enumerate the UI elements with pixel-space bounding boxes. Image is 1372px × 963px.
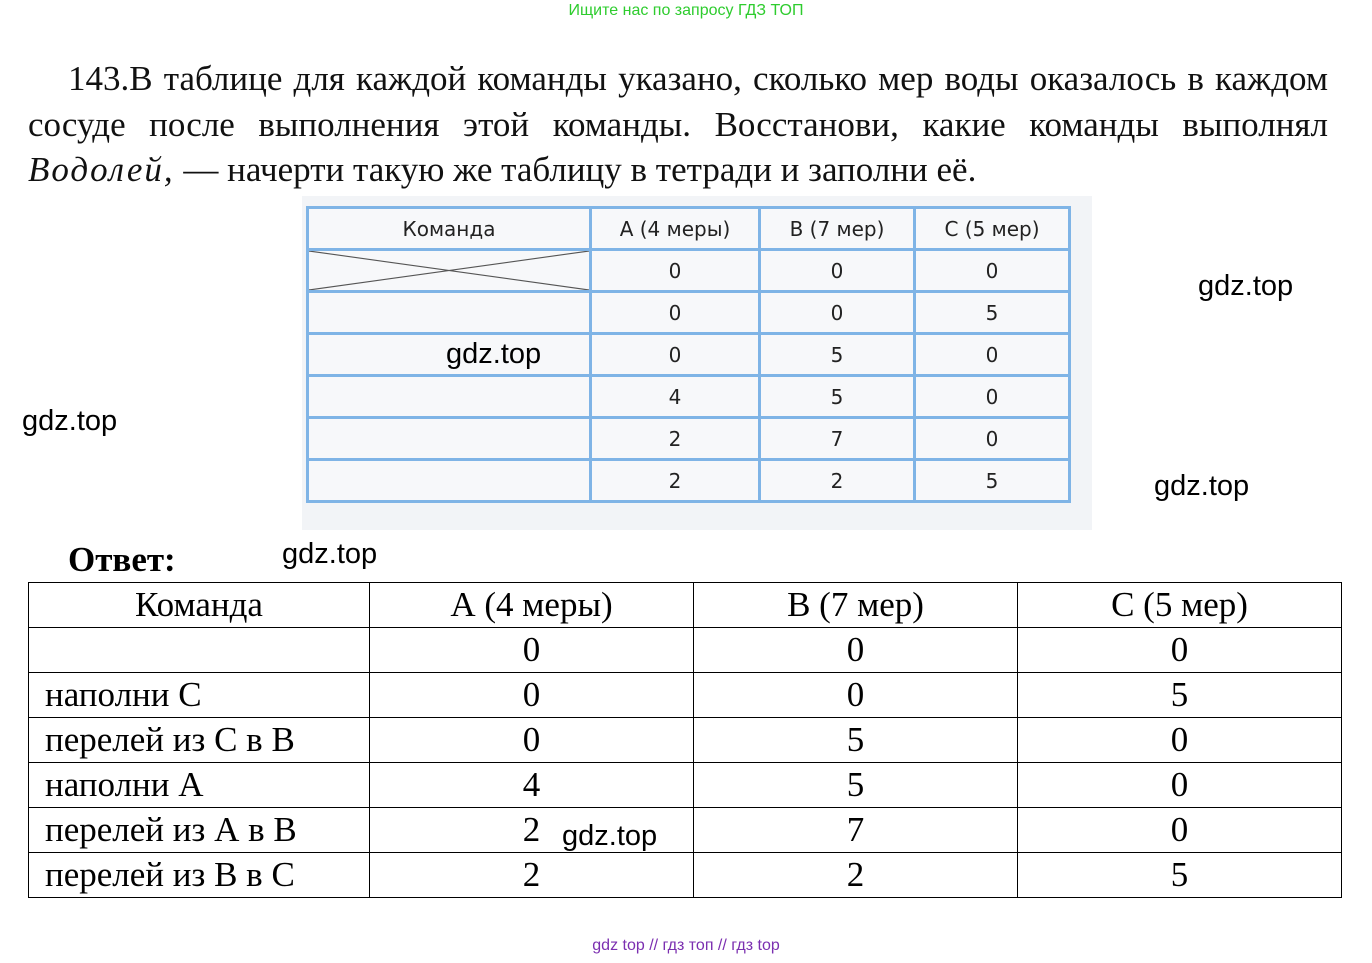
- answer-header-row: [29, 583, 1342, 628]
- book-table-header-row: [308, 208, 1070, 250]
- book-command-cell: [308, 292, 591, 334]
- answer-cell: 7: [694, 808, 1018, 853]
- answer-cell: 2: [370, 808, 694, 853]
- book-cell: 0: [760, 250, 915, 292]
- answer-row: [29, 808, 1342, 853]
- answer-header-a: А (4 меры): [370, 583, 694, 628]
- answer-command: перелей из В в С: [29, 853, 370, 898]
- crossed-cell: [308, 250, 591, 292]
- answer-cell: 4: [370, 763, 694, 808]
- book-cell: 0: [591, 250, 760, 292]
- book-header-b: В (7 мер): [760, 208, 915, 250]
- book-table-row: [308, 460, 1070, 502]
- answer-cell: 0: [370, 718, 694, 763]
- book-cell: 5: [915, 292, 1070, 334]
- book-cell: 5: [915, 460, 1070, 502]
- book-cell: 0: [915, 418, 1070, 460]
- book-cell: 0: [591, 334, 760, 376]
- problem-body: 143.В таблице для каждой команды указано, сколько мер воды оказалось в каждом сосуде после выполнения этой команды. Восстанови, какие команды выполнял: [28, 59, 1328, 144]
- answer-cell: 0: [694, 628, 1018, 673]
- book-command-cell: [308, 418, 591, 460]
- problem-name: Водолей,: [28, 150, 175, 189]
- book-table-row: [308, 292, 1070, 334]
- book-table-row: [308, 250, 1070, 292]
- book-cell: 5: [760, 334, 915, 376]
- answer-label: Ответ:: [68, 540, 176, 579]
- answer-command: перелей из С в В: [29, 718, 370, 763]
- answer-header-command: Команда: [29, 583, 370, 628]
- answer-table: [28, 582, 1342, 898]
- answer-cell: 0: [370, 673, 694, 718]
- answer-command: [29, 628, 370, 673]
- answer-header-b: В (7 мер): [694, 583, 1018, 628]
- book-table-row: [308, 376, 1070, 418]
- watermark: gdz.top: [282, 538, 378, 570]
- answer-row: [29, 628, 1342, 673]
- book-table-row: [308, 334, 1070, 376]
- book-cell: 0: [915, 250, 1070, 292]
- answer-header-c: С (5 мер): [1018, 583, 1342, 628]
- book-command-cell: [308, 460, 591, 502]
- problem-text: [28, 56, 1328, 193]
- top-banner: Ищите нас по запросу ГДЗ ТОП: [568, 2, 804, 19]
- answer-cell: 0: [1018, 763, 1342, 808]
- answer-cell: 5: [1018, 673, 1342, 718]
- book-cell: 5: [760, 376, 915, 418]
- book-cell: 0: [915, 376, 1070, 418]
- answer-cell: 0: [1018, 808, 1342, 853]
- book-cell: 0: [591, 292, 760, 334]
- answer-cell: 2: [370, 853, 694, 898]
- book-table-row: [308, 418, 1070, 460]
- book-cell: 2: [591, 460, 760, 502]
- answer-cell: 2: [694, 853, 1018, 898]
- book-cell: 7: [760, 418, 915, 460]
- footer-links: gdz top // гдз топ // гдз top: [592, 937, 780, 954]
- cross-lines: [309, 251, 589, 290]
- answer-row: [29, 718, 1342, 763]
- answer-cell: 0: [1018, 718, 1342, 763]
- book-cell: 0: [915, 334, 1070, 376]
- answer-cell: 0: [1018, 628, 1342, 673]
- answer-command: наполни С: [29, 673, 370, 718]
- answer-row: [29, 673, 1342, 718]
- book-command-cell: [308, 376, 591, 418]
- book-cell: 2: [760, 460, 915, 502]
- answer-cell: 0: [370, 628, 694, 673]
- answer-cell: 5: [694, 763, 1018, 808]
- watermark: gdz.top: [1198, 270, 1294, 302]
- watermark: gdz.top: [446, 338, 542, 370]
- answer-cell: 0: [694, 673, 1018, 718]
- problem-tail: — начерти такую же таблицу в тетради и заполни её.: [174, 150, 977, 189]
- watermark: gdz.top: [22, 405, 118, 437]
- answer-cell: 5: [1018, 853, 1342, 898]
- book-header-a: А (4 меры): [591, 208, 760, 250]
- book-cell: 4: [591, 376, 760, 418]
- answer-command: перелей из А в В: [29, 808, 370, 853]
- book-header-c: С (5 мер): [915, 208, 1070, 250]
- book-cell: 2: [591, 418, 760, 460]
- book-table: [306, 206, 1071, 503]
- book-header-command: Команда: [308, 208, 591, 250]
- book-cell: 0: [760, 292, 915, 334]
- answer-cell: 5: [694, 718, 1018, 763]
- watermark: gdz.top: [562, 820, 658, 852]
- watermark: gdz.top: [1154, 470, 1250, 502]
- answer-row: [29, 763, 1342, 808]
- answer-row: [29, 853, 1342, 898]
- answer-command: наполни А: [29, 763, 370, 808]
